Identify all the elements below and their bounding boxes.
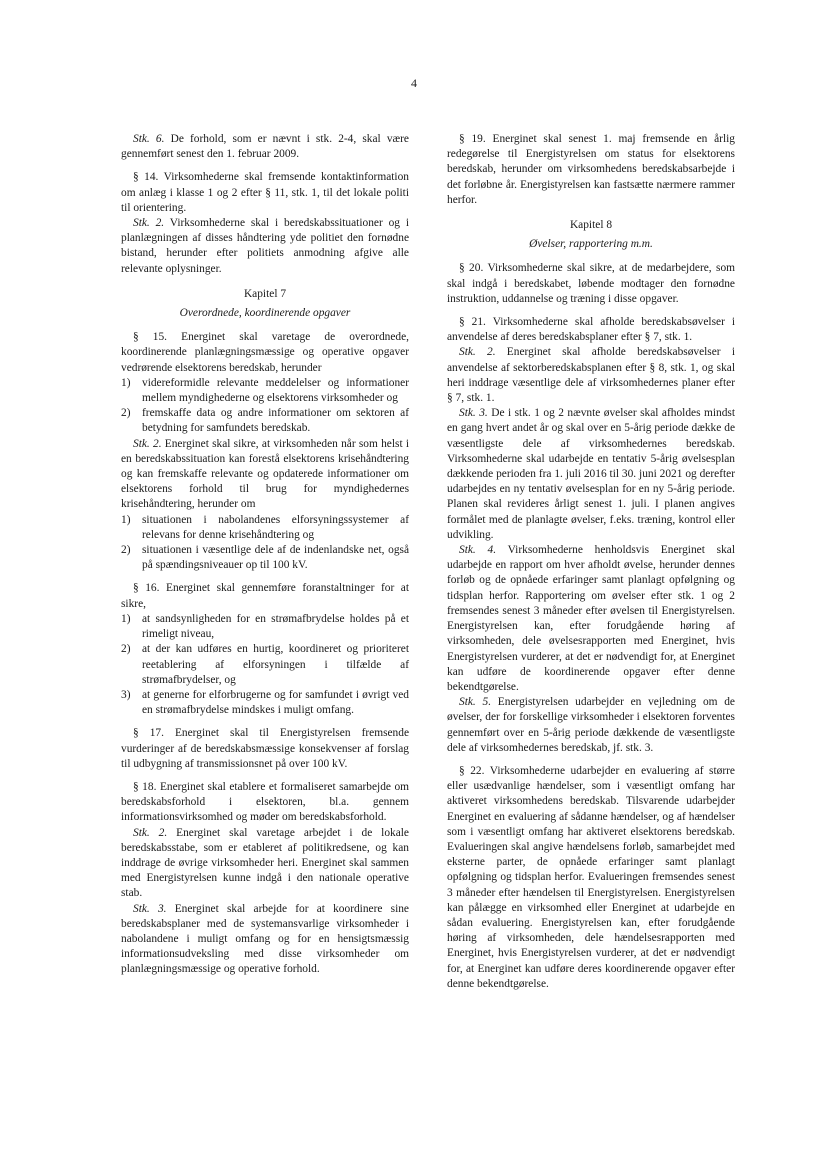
chapter-7-heading: Kapitel 7 [243,287,287,300]
section-label: § 22. [459,764,485,777]
list-item-text: situationen i væsentlige dele af de indenlandske net, også på spændingsniveauer op til 100 kV. [142,544,409,572]
section-15 [121,330,409,376]
stk-label: Stk. 2. [459,346,496,359]
stk-label: Stk. 2. [133,437,162,450]
section-18-stk3 [121,902,409,978]
list-number: 1) [121,513,131,526]
section-label: § 15. [133,331,168,344]
section-20 [447,261,735,307]
list-item [121,543,409,573]
stk-label: Stk. 2. [133,826,168,839]
list-number: 3) [121,688,131,701]
stk-label: Stk. 2. [133,217,165,230]
list-item-text: videreformidle relevante meddelelser og informationer mellem myndighederne og elsektorens virksomheder og [142,376,409,405]
paragraph-text: Virksomhederne skal fremsende kontaktinformation om anlæg i klasse 1 og 2 efter § 11, stk. 1, til det lokale politi til orientering. [121,171,409,214]
section-14 [121,170,409,216]
list-item-text: at der kan udføres en hurtig, koordineret og prioriteret reetablering af elforsyningen i tilfælde af strømafbrydelser, og [142,643,409,686]
section-18 [121,780,409,826]
section-14-stk2 [121,216,409,277]
paragraph-text: Virksomhederne henholdsvis Energinet skal udarbejde en rapport om hver afholdt øvelse, herunder dennes forløb og de opnåede erfaringer samt planlagt opfølgning og tidsplan herfor. Rapportering om øvelser efter stk. 1 og 2 fremsendes senest 3 måneder efter øvelsen til Energistyrelsen. Energistyrelsen kan, efter forudgående høring af virksomheden, dele øvelsesrapporten med Energinet, hvis Energistyrelsen vurderer, at det er nødvendigt for, at Energinet kan udføre de koordinerende opgaver efter denne bekendtgørelse. [447,544,735,693]
section-18-stk2 [121,826,409,902]
stk-label: Stk. 3. [133,902,167,915]
list-item-text: situationen i nabolandenes elforsyningssystemer af relevans for denne krisehåndtering og [142,513,409,541]
paragraph-text: Energinet skal arbejde for at koordinere sine beredskabsplaner med de systemansvarlige virksomheder i nabolandene i muligt omfang og for en hensigtsmæssig informationsudveksling med disse virksomheder om planlægningsmæssige og operative forhold. [121,902,409,976]
list-item [121,376,409,406]
chapter-8-title: Øvelser, rapportering m.m. [529,238,653,251]
list-item-text: at sandsynligheden for en strømafbrydelse holdes på et rimeligt niveau, [142,612,409,641]
section-label: § 19. [459,133,486,145]
section-19 [447,132,735,208]
list-item-text: fremskaffe data og andre informationer om sektoren af betydning for samfundets beredskab. [142,407,409,435]
section-17 [121,726,409,772]
paragraph-text: Energinet skal sikre, at virksomheden når som helst i en beredskabssituation kan forestå elsektorens krisehåndtering og kan fremskaffe relevante og opdaterede informationer om elsektorens forhold til brug for myndighedernes krisehåndtering, herunder om [121,437,409,511]
list-item [121,513,409,543]
paragraph-text: Energinet skal til Energistyrelsen fremsende vurderinger af de beredskabsmæssige konsekvenser af forslag til udbygning af transmissionsnet på over 100 kV. [121,727,410,770]
list-item [121,406,409,436]
section-21 [447,315,735,345]
left-column [121,132,409,978]
section-21-stk2 [447,345,735,406]
list-item [121,688,409,718]
list-item [121,612,409,642]
section-21-stk4 [447,543,735,695]
list-number: 1) [121,612,131,625]
section-label: § 20. [459,262,484,275]
section-15-stk2-list [121,513,409,574]
paragraph-text: Energinet skal gennemføre foranstaltninger for at sikre, [121,582,410,610]
paragraph-text: Virksomhederne udarbejder en evaluering af større eller usædvanlige hændelser, som i væsentligt omfang har aktiveret virksomhedens beredskab. Tilsvarende udarbejder Energinet en evaluering af sådanne hændelser, og af hændelser som i væsentligt omfang har aktiveret elsektorens beredskab. Evalueringen skal angive hændelsens forløb, samarbejdet med eksterne parter, de opnåede erfaringer samt planlagt opfølgning og tidsplan herfor. Evalueringen fremsendes senest 3 måneder efter hændelsen til Energistyrelsen. Energistyrelsen kan pålægge en virksomhed eller Energinet at udarbejde en sådan evaluering. Energistyrelsen kan, efter forudgående høring af virksomheden, dele hændelsesrapporten med Energinet, hvis Energistyrelsen vurderer, at det er nødvendigt for, at Energinet kan udføre deres koordinerende opgaver efter denne bekendtgørelse. [447,764,735,990]
chapter-7-title: Overordnede, koordinerende opgaver [179,307,351,320]
paragraph-text: Energinet skal afholde beredskabsøvelser i anvendelse af sektorberedskabsplanen efter § 8, stk. 1, og skal heri inddrage væsentlige dele af virksomhedernes planer efter § 7, stk. 1. [447,346,735,405]
paragraph-text: De forhold, som er nævnt i stk. 2-4, skal være gennemført senest den 1. februar 2009. [121,133,409,161]
section-label: § 16. [133,582,160,595]
stk-label: Stk. 5. [459,696,492,709]
stk-label: Stk. 6. [133,133,165,145]
section-15-stk2 [121,437,409,513]
paragraph-text: De i stk. 1 og 2 nævnte øvelser skal afholdes mindst en gang hvert andet år og skal over en 5-årig periode dække de væsentligste dele af virksomhedernes beredskab. Virksomhederne skal udarbejde en tentativ 5-årig øvelsesplan dækkende perioden fra 1. juli 2016 til 30. juni 2021 og derefter udarbejdes en ny tentativ øvelsesplan for en ny 5-årig periode. Planen skal revideres årligt senest 1. juli. I planen angives formålet med de planlagte øvelser, f.eks. træning, kontrol eller udvikling. [447,407,735,541]
list-number: 2) [121,407,131,420]
list-number: 2) [121,544,131,557]
stk-label: Stk. 4. [459,544,497,557]
section-label: § 18. [133,780,157,793]
paragraph-text: Energinet skal varetage arbejdet i de lokale beredskabsstabe, som er etableret af politikredsene, og kan inddrage de øvrige virksomheder heri. Energinet skal sammen med Energistyrelsen kunne indgå i den nationale operative stab. [121,826,409,900]
section-21-stk5 [447,695,735,756]
stk-label: Stk. 3. [459,407,488,420]
right-column [447,132,735,992]
section-label: § 14. [133,171,159,184]
paragraph-text: Virksomhederne skal i beredskabssituationer og i planlægningen af disses håndtering yde politiet den fornødne bistand, herunder efter politiets anmodning afgive alle relevante oplysninger. [121,217,409,275]
list-item [121,642,409,688]
list-number: 2) [121,643,131,656]
section-15-list [121,376,409,437]
page-number: 4 [411,76,417,90]
chapter-8-heading: Kapitel 8 [569,219,613,232]
section-21-stk3 [447,406,735,543]
paragraph-text: Energinet skal senest 1. maj fremsende en årlig redegørelse til Energistyrelsen om status for elsektorens beredskab, herunder om virksomhedens beredskabsarbejde i det forløbne år. Energistyrelsen kan fastsætte nærmere rammer herfor. [447,133,735,206]
paragraph-text: Energinet skal varetage de overordnede, koordinerende planlægningsmæssige og operative opgaver vedrørende elsektorens beredskab, herunder [121,331,409,374]
list-item-text: at generne for elforbrugerne og for samfundet i øvrigt ved en strømafbrydelse mindskes i muligt omfang. [142,688,409,717]
paragraph-text: Energinet skal etablere et formaliseret samarbejde om beredskabsforhold i elsektoren, bl.a. gennem informationsvirksomhed og møder om beredskabsforhold. [121,780,410,824]
paragraph-text: Virksomhederne skal afholde beredskabsøvelser i anvendelse af deres beredskabsplaner efter § 7, stk. 1. [447,316,736,344]
section-16 [121,581,409,611]
stk6-paragraph [121,132,409,162]
section-16-list [121,612,409,718]
paragraph-text: Energistyrelsen udarbejder en vejledning om de øvelser, der for forskellige virksomheder i elsektoren forventes gennemført over en 5-årig periode dækkende de væsentligste dele af virksomhedernes beredskab, jf. stk. 3. [447,696,735,754]
section-22 [447,764,735,992]
list-number: 1) [121,376,131,389]
paragraph-text: Virksomhederne skal sikre, at de medarbejdere, som skal indgå i beredskabet, løbende modtager den fornødne instruktion, uddannelse og træning i disse opgaver. [447,262,735,305]
section-label: § 17. [133,727,164,740]
section-label: § 21. [459,316,486,329]
